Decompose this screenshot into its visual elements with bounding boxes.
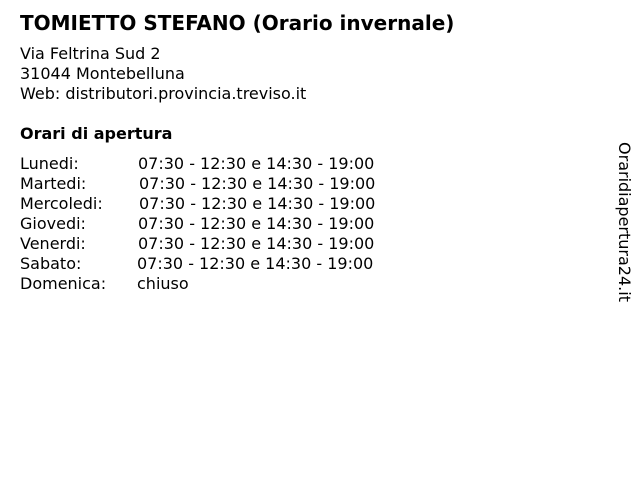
time-value: chiuso: [137, 274, 189, 293]
opening-hours-heading: Orari di apertura: [20, 124, 173, 143]
address-street: Via Feltrina Sud 2: [20, 44, 161, 63]
day-label: Domenica:: [20, 274, 107, 293]
page-title: TOMIETTO STEFANO (Orario invernale): [20, 11, 455, 35]
time-value: 07:30 - 12:30 e 14:30 - 19:00: [138, 214, 375, 233]
website-line: Web: distributori.provincia.treviso.it: [20, 84, 307, 103]
day-label: Venerdi:: [20, 234, 86, 253]
address-block: [20, 44, 306, 104]
time-value: 07:30 - 12:30 e 14:30 - 19:00: [139, 174, 376, 193]
day-label: Giovedi:: [20, 214, 86, 233]
time-value: 07:30 - 12:30 e 14:30 - 19:00: [139, 194, 376, 213]
day-label: Mercoledi:: [20, 194, 103, 213]
time-value: 07:30 - 12:30 e 14:30 - 19:00: [138, 234, 375, 253]
day-label: Sabato:: [20, 254, 82, 273]
day-label: Martedi:: [20, 174, 87, 193]
address-city: 31044 Montebelluna: [20, 64, 185, 83]
day-label: Lunedi:: [20, 154, 79, 173]
time-value: 07:30 - 12:30 e 14:30 - 19:00: [137, 254, 374, 273]
time-value: 07:30 - 12:30 e 14:30 - 19:00: [138, 154, 375, 173]
site-watermark: Oraridiapertura24.it: [615, 142, 634, 302]
